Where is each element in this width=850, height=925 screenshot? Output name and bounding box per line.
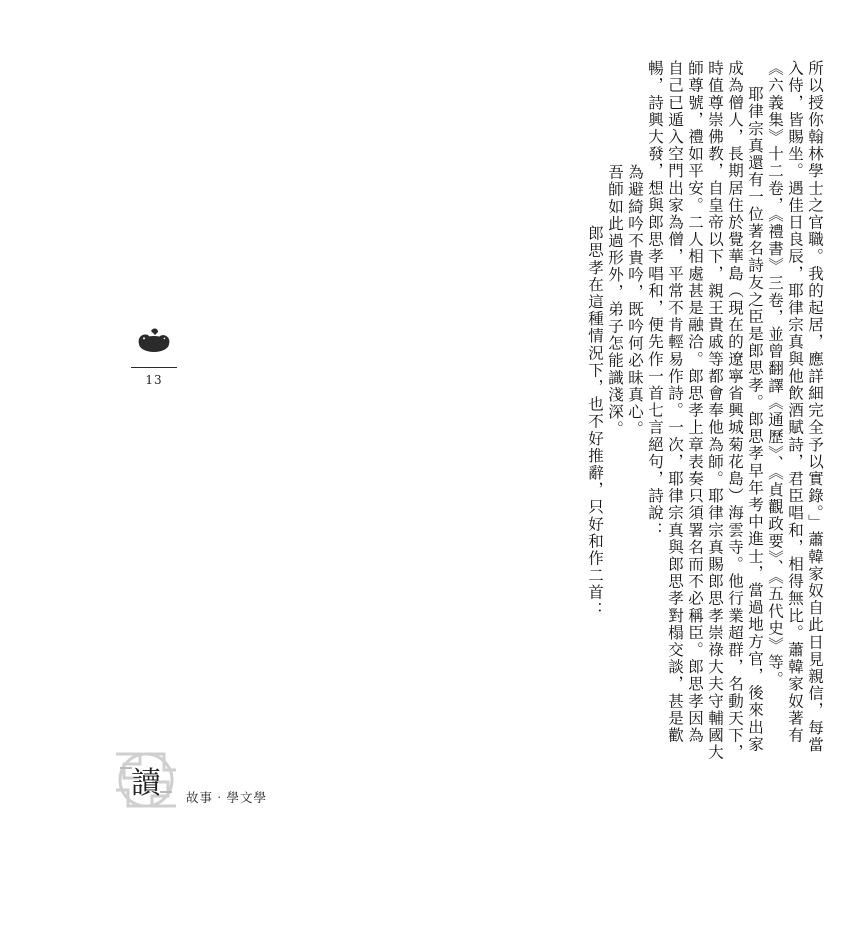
seal-character: 讀 xyxy=(131,766,161,801)
seal-icon xyxy=(110,744,182,816)
folio-ornament-icon xyxy=(131,325,177,359)
text-column: 《六義集》十二卷，《禮書》三卷，並曾翻譯《通歷》、《貞觀政要》、《五代史》等。 xyxy=(766,60,784,689)
text-column: 郎思孝在這種情況下，也不好推辭，只好和作二首： xyxy=(586,225,604,619)
text-column: 成為僧人，長期居住於覺華島（現在的遼寧省興城菊花島）海雲寺。他行業超群，名動天下， xyxy=(726,60,744,762)
folio-block xyxy=(122,325,186,387)
footer-logo xyxy=(110,744,267,816)
text-column: 時值尊崇佛教，自皇帝以下，親王貴戚等都會奉他為師。耶律宗真賜郎思孝崇祿大夫守輔國大 xyxy=(706,60,724,762)
text-column: 師尊號，禮如平安。二人相處甚是融洽。郎思孝上章表奏只須署名而不必稱臣。郎思孝因為 xyxy=(686,60,704,744)
folio-divider xyxy=(131,367,177,368)
vertical-text-body xyxy=(582,60,822,760)
text-column: 暢，詩興大發，想與郎思孝唱和，便先作一首七言絕句，詩說： xyxy=(646,60,664,539)
footer-caption: 故事‧學文學 xyxy=(186,790,268,805)
text-column: 入侍，皆賜坐。遇佳日良辰，耶律宗真與他飲酒賦詩，君臣唱和，相得無比。蕭韓家奴著有 xyxy=(786,60,804,744)
text-column: 耶律宗真還有一位著名詩友之臣是郎思孝。郎思孝早年考中進士，當過地方官，後來出家 xyxy=(746,86,764,753)
page-number: 13 xyxy=(145,373,163,387)
text-column: 自己已遁入空門出家為僧，平常不肯輕易作詩。一次，耶律宗真與郎思孝對榻交談，甚是歡 xyxy=(666,60,684,744)
text-column: 所以授你翰林學士之官職。我的起居，應詳細完全予以實錄。」蕭韓家奴自此日見親信，每當 xyxy=(806,60,824,754)
text-column: 為避綺吟不貴吟，既吟何必昧真心。 xyxy=(626,164,644,438)
text-column: 吾師如此過形外，弟子怎能識淺深。 xyxy=(606,164,624,438)
